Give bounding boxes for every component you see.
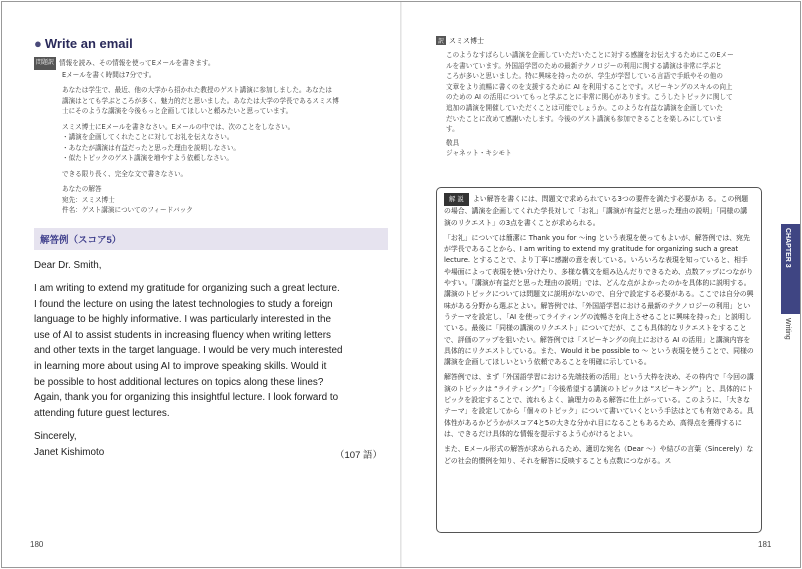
sample-line: language to be highly informative. I was particularly interested in the (34, 314, 331, 326)
sample-line: use of AI to assist students in increasing fluency when writing letters (34, 329, 331, 341)
section-tab-label: Writing (784, 318, 791, 340)
scenario-line: 講演はとても学ぶところが多く、魅力的だと思いました。あなたは大学の学長であるスミス博 (62, 96, 339, 105)
translation-line: 追加の講演を開催していただくことは可能でしょうか。このような有益な講演を企画していた (446, 103, 723, 112)
translation-line: このようなすばらしい講演を企画していただいたことに対する感謝をお伝えするためにこのEメー (446, 51, 734, 59)
commentary-paragraph: また、Eメール形式の解答が求められるため、適切な宛名（Dear ～）や結びの言葉（Sincerely）などの社会的慣例を知り、それを解答に反映することも点数につながる。ス (444, 445, 754, 465)
translation-line: す。 (446, 125, 459, 134)
task-bullet: ・似たトピックのゲスト講演を増やすよう依頼しなさい。 (62, 154, 233, 162)
translation-header: 訳 スミス博士 (438, 37, 485, 45)
sample-answer-label: 解答例（スコア5） (34, 228, 388, 250)
translation-line: ころが多いと思いました。特に興味を持ったのが、学生が学習している言語で手紙やその他の (446, 72, 723, 81)
left-page (34, 36, 382, 461)
bullet-icon: ● (34, 36, 42, 51)
sample-line: attending future guest lectures. (34, 407, 170, 419)
task-intro: スミス博士にEメールを書きなさい。Eメールの中では、次のことをしなさい。 (62, 122, 295, 131)
commentary-paragraph: 「お礼」については簡潔に Thank you for ～ing という表現を使ってもよいが、解答例では、宛先が学長であることから、I am writing to extend my gratitude for organizing such a great lecture. とすることで、より丁寧に感謝の意を表している。いろいろな表現を知っていると、相手や場面によって表現を使い分けたり、多様な構文を組み込んだりできるため、点数アップにつながりやすい。「講演が有益だと思った理由の説明」では、どんな点がよかったのかを具体的に説明する。講演のトピックについては問題文に説明がないので、自分で設定する必要がある。ここでは自分の興味がある分野から選ぶとよい。解答例では、「外国語学習における最新のテクノロジーの利用」というテーマを設定し、「AI を使ってライティングの流暢さを向上させることに興味を持った」と説明している。最後に「同様の講演のリクエスト」についてだが、ここも具体的なリクエストをすることで、評価のアップを狙いたい。解答例では「スピーキングの向上における AI の活用」と講演内容を具体的にリクエストしている。また、Would it be possible to ～ という表現を使うことで、同様の講演を企画してほしいという依頼であることを明確に示している。 (444, 233, 754, 367)
email-meta-line: 件名：ゲスト講演についてのフィードバック (62, 206, 193, 214)
translation-line: ルを書いています。外国語学習のための最新テクノロジーの利用に関する講演は非常に学ぶと (446, 61, 723, 70)
commentary-paragraph: 解 説 よい解答を書くには、問題文で求められている3つの要件を満たす必要があ る。この例題の場合、講演を企画してくれた学長対して「お礼」「講演が有益だと思った理由の説明」「同様の講演のリクエスト」の3点を書くことが求められる。 (444, 195, 749, 227)
sample-line: in learning more about using AI to improve speaking skills. Would it (34, 361, 327, 373)
instruction-line: 問題訳 情報を読み、その情報を使ってEメールを書きます。 (34, 57, 382, 70)
sample-line: and other texts in the target language. I would be very much interested (34, 345, 343, 357)
closing-instruction: できる限り長く、完全な文で書きなさい。 (62, 169, 188, 178)
commentary-badge: 解 説 (444, 193, 469, 206)
translation-tag: 問題訳 (34, 57, 56, 70)
right-page (436, 36, 770, 159)
scenario-line: 士にそのような講演を今後もっと企画してほしいと頼みたいと思っています。 (62, 107, 293, 115)
section-heading: ● Write an email (34, 36, 133, 51)
sample-signature: Janet Kishimoto (34, 447, 105, 459)
sample-line: be possible to host additional lectures on topics along these lines? (34, 376, 324, 388)
chapter-tab: CHAPTER 3 (781, 224, 800, 314)
scenario-line: あなたは学生で、最近、他の大学から招かれた教授のゲスト講演に参加しました。あなたは (62, 86, 332, 94)
translation-line: だいたことに改めて感謝いたします。今後のゲスト講演も参加できることを楽しみにしていま (446, 114, 723, 123)
translation-signature: ジャネット・キシモト (446, 149, 512, 158)
page-number-right: 181 (758, 540, 772, 549)
sample-line: I found the lecture on using the latest technologies to study a foreign (34, 298, 333, 310)
translation-line: のための AI の活用についてもっと学ぶことに非常に関心があります。こうしたトピックに関して (446, 93, 733, 102)
email-meta-line: あなたの解答 (62, 185, 102, 193)
sample-greeting: Dear Dr. Smith, (34, 259, 102, 271)
book-spine (400, 2, 402, 567)
task-bullet: ・あなたが講演は有益だったと思った理由を説明しなさい。 (62, 143, 241, 152)
translation-line: 文章をより流暢に書くのを支援するために AI を利用することです。スピーキングのスキルの向上 (446, 82, 733, 91)
sample-line: I am writing to extend my gratitude for organizing such a great lecture. (34, 283, 340, 295)
email-meta-line: 宛先：スミス博士 (62, 195, 115, 204)
word-count: （107 語） (335, 449, 382, 461)
instruction-line: Eメールを書く時間は7分です。 (62, 70, 156, 79)
sample-closing: Sincerely, (34, 431, 77, 443)
task-bullet: ・講演を企画してくれたことに対してお礼を伝えなさい。 (62, 133, 234, 141)
page-number-left: 180 (30, 540, 44, 549)
commentary-box (436, 187, 762, 533)
sample-line: Again, thank you for organizing this insightful lecture. I look forward to (34, 392, 339, 404)
commentary-paragraph: 解答例では、まず「外国語学習における先端技術の活用」という大枠を決め、その枠内で「今回の講演のトピックは “ライティング”」「今後希望する講演のトピックは “スピーキング”」と、具体的にトピックを設定することで、流れもよく、論理力のある解答に仕上がっている。このように、「大きなテーマ」を設定してから「個々のトピック」について書いていくという手法はとても有効である。具体性があるかどうかがスコア4と5の大きな分かれ目になることもあるため、高得点を獲得するには、できるだけ具体的な情報を提示するよう心がけるとよい。 (444, 373, 754, 438)
translation-closing: 敬具 (446, 138, 460, 147)
translation-tag: 訳 (438, 38, 445, 45)
